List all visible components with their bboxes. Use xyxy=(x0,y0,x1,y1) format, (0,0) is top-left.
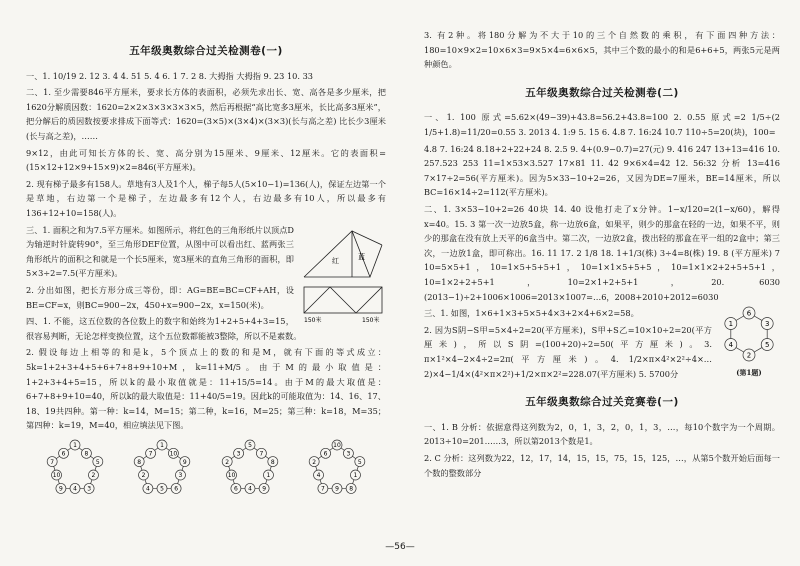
answer-part-2-q1-cont: 9×12，由此可知长方体的长、宽、高分别为15厘米、9厘米、12厘米。它的表面积=(15×12+12×9+15×9)×2=846(平方厘米)。 xyxy=(26,147,386,173)
ring-node-label: 7 xyxy=(50,458,55,466)
ring-node-label: 5 xyxy=(160,485,165,493)
ring-node-label: 2 xyxy=(141,472,146,480)
ring-node-label: 7 xyxy=(149,450,153,458)
answer-part-2-q2: 2. 现有梯子最多有158人。草地有3人及1个人，梯子每5人(5×10−1)=136(人)，保证左边第一个是草地，右边第一个是梯子，左边最多有12个人，右边最多有10人，所以最多有136+12+10=158(人)。 xyxy=(26,178,386,219)
answer-comp-q2: 2. C 分析：这列数为22，12，17，14，15，15，75，15，125，…，从第5个数开始后面每一个数的整数部分 xyxy=(424,453,780,478)
pentagon-rings-row xyxy=(26,439,386,497)
ring-node-label: 6 xyxy=(323,450,328,458)
hex-node-label: 6 xyxy=(746,309,752,318)
right-column xyxy=(424,28,780,482)
ring-node-label: 8 xyxy=(137,458,142,466)
hexagon-figure xyxy=(718,306,780,379)
answer-part-4-q1: 四、1. 不能，这五位数的各位数上的数字和始终为1+2+5+4+3=15，很容易判断，无论怎样变换位置，这个五位数都能被3整除，所以不是素数。 xyxy=(26,316,302,341)
ring-node-label: 7 xyxy=(320,485,325,493)
ring-node-label: 3 xyxy=(87,485,92,493)
figure-label-blue: 蓝 xyxy=(358,252,365,261)
pentagon-ring xyxy=(44,439,106,497)
answer-2-part-2: 二、1. 3×53−10+2=26 40块 14. 40 设他打走了x分钟。1−x/120=2(1−x/60)，解得x=40。15. 3 第一次一边放5盒，称一边放6盒，如果平，则少的那盒在轻的一边，如果不平，则少的那盒在没有放上天平的6盒当中。第二次，一边放2盒，拨出轻的那盒在平一组的2盒中；第三次，一边放1盒，即可称出。16. 11 17. 2 1/8 18. 1+1/3(株) 3÷4=8(株) 19. 8 (平方厘米) 7 10=5×5+1，10=1×5+5+5+1，10=1×1×5+5+5，10=1×1×2+2+5+5+1，10=1×2+2+5+1，10=2×1+2+5+1，20. 6030 (2013−1)÷2+1006×1006=2013×1007=…6，2008+2010+2012=6030 xyxy=(424,204,780,302)
ring-node-label: 6 xyxy=(233,485,238,493)
triangle-figure xyxy=(300,223,386,281)
hex-node-label: 4 xyxy=(728,341,734,350)
ring-node-label: 2 xyxy=(224,458,229,466)
answer-prev-cont: 3. 有2种。将180分解为不大于10的三个自然数的乘积，有下面四种方法：180=10×9×2=10×6×3=9×5×4=6×6×5，其中三个数的最小的和是6+6+5，两张5元是两种颜色。 xyxy=(424,30,780,70)
ring-node-label: 8 xyxy=(84,450,89,458)
ring-node-label: 4 xyxy=(146,485,151,493)
answer-part-3-q1: 三、1. 面积之和为7.5平方厘米。如图所示，将红色的三角形纸片以顶点D为轴逆时针旋转90°，至三角形DEF位置，从图中可以看出红、蓝两张三角形纸片的面积之和就是一个长5厘米，宽3厘米的直角三角形的面积，即5×3÷2=7.5(平方厘米)。 xyxy=(26,224,294,279)
answer-2-part-3-q2: 2. 因为S阴−S甲=5×4÷2=20(平方厘米)，S甲+S乙=10×10÷2=20(平方厘米)，所以S阴=(100+20)÷2=50(平方厘米)。3. π×1²×4−2×4÷2=2π(平方厘米)。4. 1/2×π×4²×2²÷4×… 2)×4−1/4×(4²×π×2²)+1/2×π×2²=228.07(平方厘米) 5. 5700分 xyxy=(424,324,712,379)
rectangle-figure xyxy=(300,283,386,323)
ring-node-label: 5 xyxy=(247,442,252,450)
ring-node-label: 5 xyxy=(95,458,100,466)
answer-part-3-q2: 2. 分出如图，把长方形分成三等份，即：AG=BE=BC=CF+AH，设BE=CF=x，则BC=900−2x，450+x=900−2x，x=150(米)。 xyxy=(26,285,294,310)
ring-node-label: 1 xyxy=(160,442,165,450)
pentagon-ring xyxy=(131,439,193,497)
ring-node-label: 9 xyxy=(261,485,266,493)
ring-node-label: 6 xyxy=(174,485,179,493)
answer-2-part-3-q1: 三、1. 如图，1×6+1×3+5×5+4×3+2×4+6×2=58。 xyxy=(424,308,639,319)
section-title-competition-1: 五年级奥数综合过关竞赛卷(一) xyxy=(525,396,679,409)
ring-node-label: 10 xyxy=(333,442,341,450)
ring-node-label: 7 xyxy=(259,450,263,458)
ring-node-label: 8 xyxy=(349,485,354,493)
ring-node-label: 5 xyxy=(357,458,362,466)
ring-node-label: 10 xyxy=(52,472,61,480)
ring-node-label: 2 xyxy=(312,458,317,466)
answer-part-4-q2: 2. 假设每边上相等的和是k，5个顶点上的数的和是M，就有下面的等式成立：5k=1+2+3+4+5+6+7+8+9+10+M，k=11+M/5。由于M的最小取值是：1+2+3+4+5=15，所以k的最小取值就是：11+15/5=14。由于M的最大取值是：6+7+8+9+10=40，所以k的最大取值是：11+40/5=19。因此k的可能取值为：14、16、17、18、19共四种。第一种：k=14，M=15；第二种，k=16，M=25；第三种：k=18，M=35；第四种：k=19，M=40，相应填法见下图。 xyxy=(26,347,386,431)
page-number: —56— xyxy=(385,542,415,552)
ring-node-label: 10 xyxy=(169,450,178,458)
hex-node-label: 3 xyxy=(764,320,770,329)
hex-node-label: 2 xyxy=(746,351,752,360)
ring-node-label: 3 xyxy=(178,472,183,480)
answer-part-1: 一、1. 10/19 2. 12 3. 4 4. 51 5. 4 6. 1 7. 2 8. 大拇指 大拇指 9. 23 10. 33 xyxy=(26,70,313,81)
ring-node-label: 4 xyxy=(73,485,77,493)
answer-2-part-1: 一、1. 100 原式=5.62×(49−39)+43.8=56.2+43.8=100 2. 0.55 原式=2 1/5÷(2 1/5+1.8)=11/20=0.55 3. 2013 4. 1:9 5. 15 6. 4.8 7. 16:24 10.7 110÷5=20(块)，100= xyxy=(424,112,780,138)
ring-node-label: 2 xyxy=(91,472,96,480)
pentagon-ring xyxy=(219,439,281,497)
answer-2-part-1-cont: 4.8 7. 16:24 8.18+2+22+24 8. 2.5 9. 4+(0.9−0.7)=27(元) 9. 416 247 13+13=416 10. 257.523 253 11=1×53×3.527 17×81 11. 42 9×6×4=42 12. 56:32 分析 13=416 7×17÷2=56(平方厘米)。因为5×33−10+2=26，又因为DE=7厘米，BE=14厘米，所以BC=16×14÷2=112(平方厘米)。 xyxy=(424,143,780,198)
figure-distance-1: 150米 xyxy=(304,317,322,323)
ring-node-label: 1 xyxy=(73,442,77,450)
ring-node-label: 9 xyxy=(335,485,339,493)
figure-distance-2: 150米 xyxy=(362,317,380,323)
pentagon-ring xyxy=(306,439,368,497)
section-title-test-1: 五年级奥数综合过关检测卷(一) xyxy=(129,45,283,57)
answer-part-2-q1: 二、1. 至少需要846平方厘米，要求长方体的表面积，必须先求出长、宽、高各是多少厘米，把1620分解质因数：1620=2×2×3×3×3×3×5，然后再根据“高比宽多3厘米，长比高多3厘米”，把分解后的质因数按要求排成下面等式：1620=(3×5)×(3×4)×(3×3)(长与高之差) 比长少3厘米(长与高之差)，…… xyxy=(26,87,386,142)
figure-caption: (第1题) xyxy=(736,367,762,377)
left-column xyxy=(26,28,386,497)
ring-node-label: 6 xyxy=(61,450,66,458)
ring-node-label: 8 xyxy=(270,458,275,466)
ring-node-label: 9 xyxy=(183,458,188,466)
ring-node-label: 4 xyxy=(247,485,252,493)
section-title-test-2: 五年级奥数综合过关检测卷(二) xyxy=(525,86,679,99)
hex-node-label: 5 xyxy=(764,341,770,350)
ring-node-label: 9 xyxy=(58,485,63,493)
hexagon-ring xyxy=(718,306,780,362)
hex-node-label: 1 xyxy=(728,320,734,329)
ring-node-label: 1 xyxy=(353,472,358,480)
ring-node-label: 3 xyxy=(236,450,241,458)
ring-node-label: 1 xyxy=(266,472,271,480)
ring-node-label: 10 xyxy=(227,472,236,480)
ring-node-label: 3 xyxy=(346,450,351,458)
ring-node-label: 4 xyxy=(316,472,321,480)
answer-comp-q1: 一、1. B 分析：依据意得这列数为2，0，1，3，2，0，1，3，…，每10个数字为一个周期。2013÷10=201……3，所以第2013个数是1。 xyxy=(424,421,780,447)
figure-label-red: 红 xyxy=(332,256,339,265)
